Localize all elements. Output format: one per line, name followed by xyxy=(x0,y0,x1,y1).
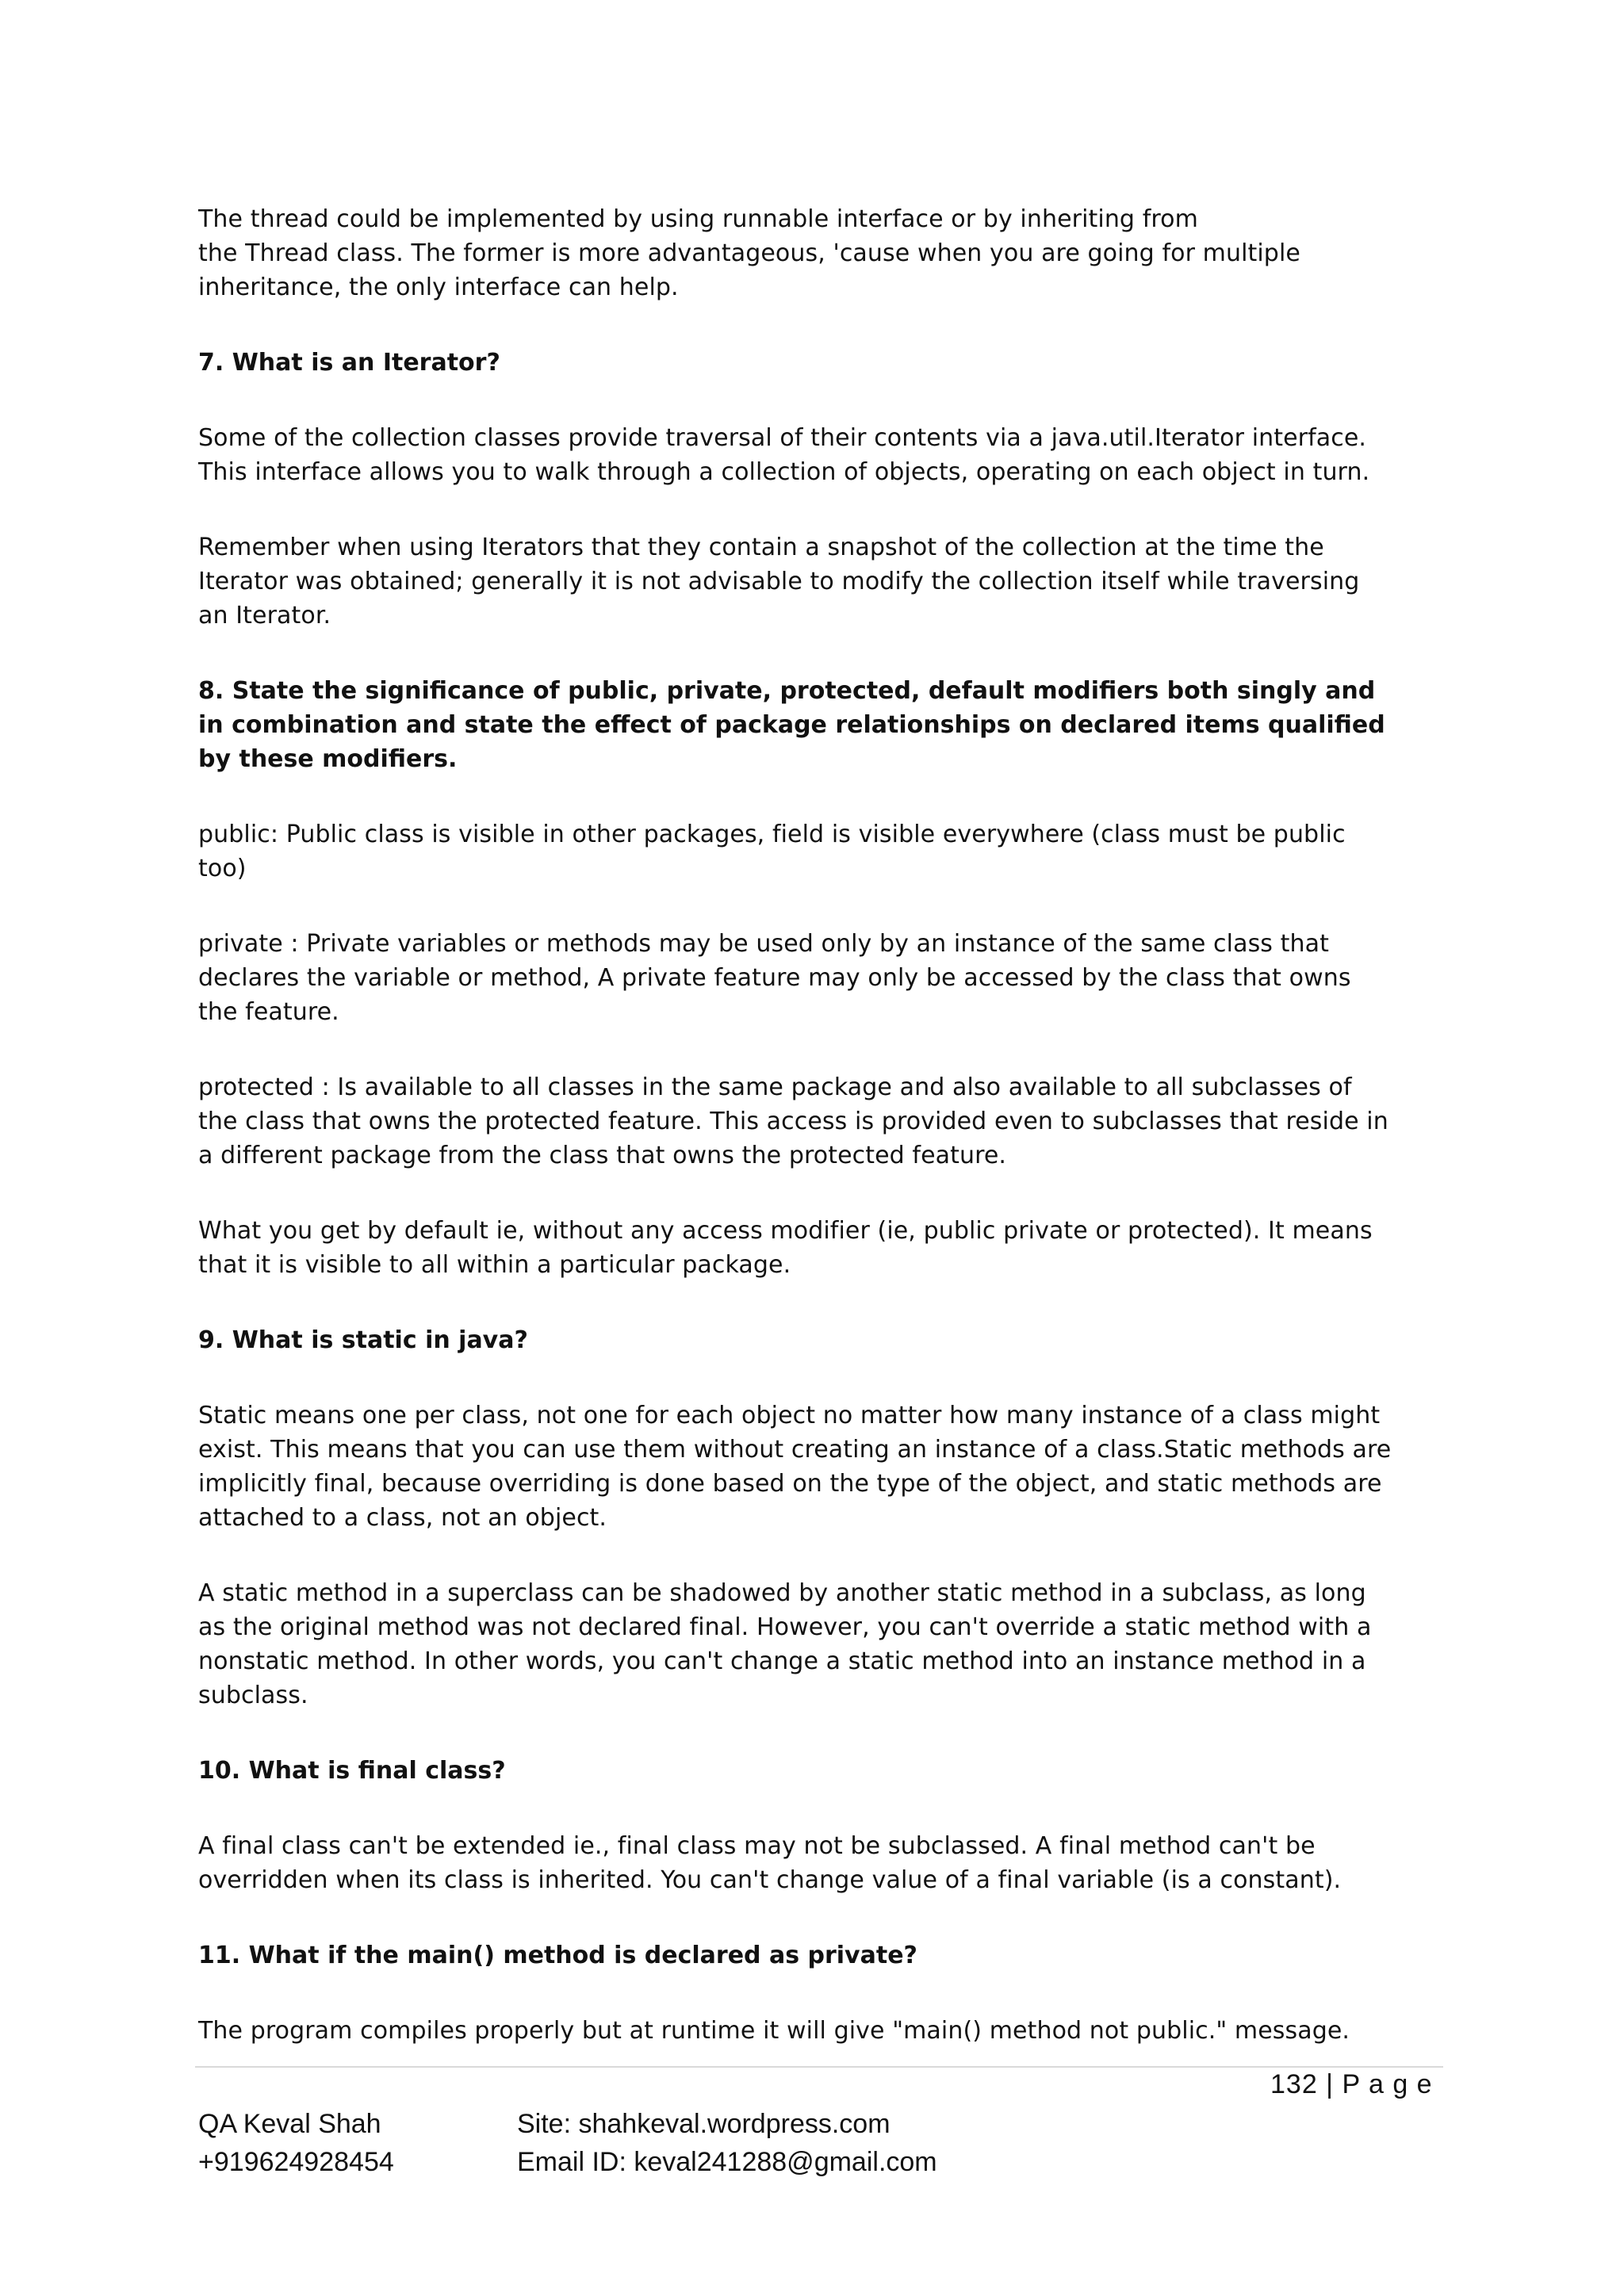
footer-divider xyxy=(195,2066,1443,2068)
paragraph-static-meaning: Static means one per class, not one for each object no matter how many instance of a class might exist. This means that you can use them without creating an instance of a class.Static methods are implicitly final, because overriding is done based on the type of the object, and static methods are attached to a class, not an object. xyxy=(198,1402,1392,1532)
heading-question-10: 10. What is final class? xyxy=(198,1757,506,1785)
paragraph-thread-implementation: The thread could be implemented by using runnable interface or by inheriting from the Thread class. The former is more advantageous, 'cause when you are going for multiple inheritance, the only interface can help. xyxy=(198,205,1300,301)
footer-phone: +919624928454 xyxy=(198,2147,394,2177)
paragraph-private-modifier: private : Private variables or methods may be used only by an instance of the same class that declares the variable or method, A private feature may only be accessed by the class that owns the feature. xyxy=(198,930,1351,1026)
footer-email: Email ID: keval241288@gmail.com xyxy=(517,2147,937,2177)
paragraph-iterator-definition: Some of the collection classes provide traversal of their contents via a java.util.Iterator interface. This interface allows you to walk through a collection of objects, operating on each object in turn. xyxy=(198,424,1370,486)
paragraph-default-modifier: What you get by default ie, without any access modifier (ie, public private or protected). It means that it is visible to all within a particular package. xyxy=(198,1217,1373,1279)
footer-author: QA Keval Shah xyxy=(198,2109,381,2139)
paragraph-private-main: The program compiles properly but at runtime it will give "main() method not public." message. xyxy=(198,2017,1350,2045)
paragraph-protected-modifier: protected : Is available to all classes in the same package and also available to all subclasses of the class that owns the protected feature. This access is provided even to subclasses that reside in a different package from the class that owns the protected feature. xyxy=(198,1073,1388,1169)
page-number: 132 | P a g e xyxy=(1270,2069,1433,2099)
paragraph-final-class: A final class can't be extended ie., final class may not be subclassed. A final method can't be overridden when its class is inherited. You can't change value of a final variable (is a constant). xyxy=(198,1832,1342,1894)
paragraph-iterator-snapshot: Remember when using Iterators that they contain a snapshot of the collection at the time the Iterator was obtained; generally it is not advisable to modify the collection itself while traversing an Iterator. xyxy=(198,534,1360,629)
heading-question-9: 9. What is static in java? xyxy=(198,1326,528,1354)
footer-site: Site: shahkeval.wordpress.com xyxy=(517,2109,891,2139)
paragraph-public-modifier: public: Public class is visible in other packages, field is visible everywhere (class must be public too) xyxy=(198,821,1346,882)
paragraph-static-shadowing: A static method in a superclass can be shadowed by another static method in a subclass, as long as the original method was not declared final. However, you can't override a static method with a nonstatic method. In other words, you can't change a static method into an instance method in a subclass. xyxy=(198,1579,1372,1709)
heading-question-7: 7. What is an Iterator? xyxy=(198,349,500,377)
heading-question-8: 8. State the significance of public, private, protected, default modifiers both singly and in combination and state the effect of package relationships on declared items qualified by these modifiers. xyxy=(198,677,1385,773)
page-content xyxy=(198,202,1443,2089)
heading-question-11: 11. What if the main() method is declared as private? xyxy=(198,1942,917,1969)
